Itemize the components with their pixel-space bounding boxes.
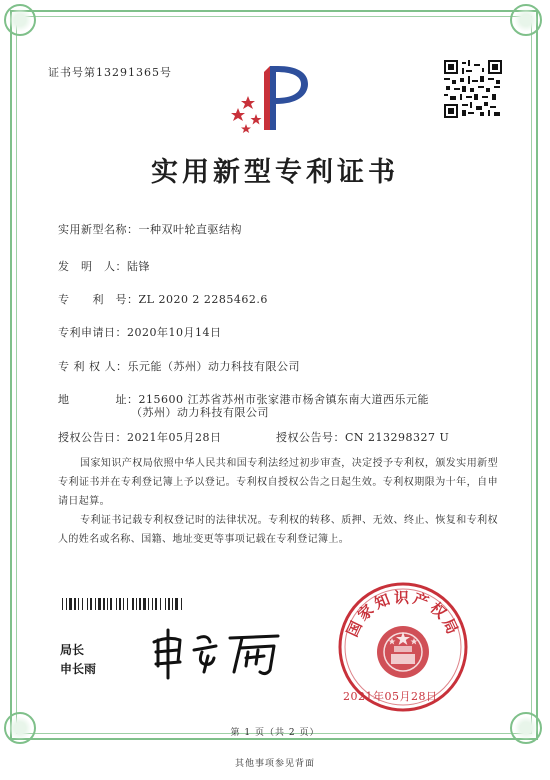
filing-date-row [58, 324, 222, 340]
field-value: 陆锋 [127, 260, 150, 273]
page-number: 第 1 页（共 2 页） [230, 728, 320, 738]
seal-text: 国家知识产权局 [343, 588, 463, 640]
footer-note: 其他事项参见背面 [234, 759, 315, 769]
field-label: 专 利 权 人： [58, 360, 128, 373]
field-value: 乐元能（苏州）动力科技有限公司 [127, 360, 300, 373]
patent-number-row [58, 291, 268, 307]
field-value: 215600 江苏省苏州市张家港市杨舍镇东南大道西乐元能 [138, 393, 429, 406]
field-label: 专 利 号： [58, 293, 139, 306]
certificate-number: 证书号第13291365号 [48, 66, 172, 79]
certificate-title: 实用新型专利证书 [151, 157, 399, 188]
svg-text:国家知识产权局 [343, 588, 463, 639]
corner-ornament-icon [510, 4, 542, 36]
corner-ornament-icon [4, 4, 36, 36]
seal-date: 2021年05月28日 [343, 690, 438, 703]
field-value: 一种双叶轮直驱结构 [138, 223, 242, 236]
field-value: CN 213298327 U [345, 431, 450, 444]
utility-model-name-row [58, 221, 242, 237]
cnipa-logo-icon [226, 58, 316, 136]
field-label: 专利申请日： [58, 326, 127, 339]
patentee-row [58, 358, 300, 374]
legal-status-paragraph: 专利证书记载专利权登记时的法律状况。专利权的转移、质押、无效、终止、恢复和专利权人的姓名或名称、国籍、地址变更等事项记载在专利登记簿上。 [58, 515, 498, 545]
handwritten-signature [150, 626, 290, 680]
director-name: 申长雨 [60, 662, 97, 676]
field-label: 授权公告日： [58, 431, 127, 444]
qr-code-icon [444, 60, 502, 118]
field-label: 发 明 人： [58, 260, 127, 273]
grant-statement-paragraph: 国家知识产权局依照中华人民共和国专利法经过初步审查，决定授予专利权，颁发实用新型专利证书并在专利登记簿上予以登记。专利权自授权公告之日起生效。专利权期限为十年，自申请日起算。 [58, 458, 498, 507]
barcode-icon [62, 598, 244, 610]
director-title: 局长 [60, 643, 85, 657]
grant-date-row [58, 429, 222, 445]
field-label: 实用新型名称： [58, 223, 139, 236]
grant-number-row [276, 429, 449, 445]
inventor-row [58, 258, 150, 274]
field-label: 授权公告号： [276, 431, 345, 444]
address-line-2: （苏州）动力科技有限公司 [131, 406, 269, 419]
field-value: 2021年05月28日 [127, 431, 222, 444]
field-value: 2020年10月14日 [127, 326, 222, 339]
field-label: 地 址： [58, 393, 139, 406]
field-value: ZL 2020 2 2285462.6 [138, 293, 268, 306]
